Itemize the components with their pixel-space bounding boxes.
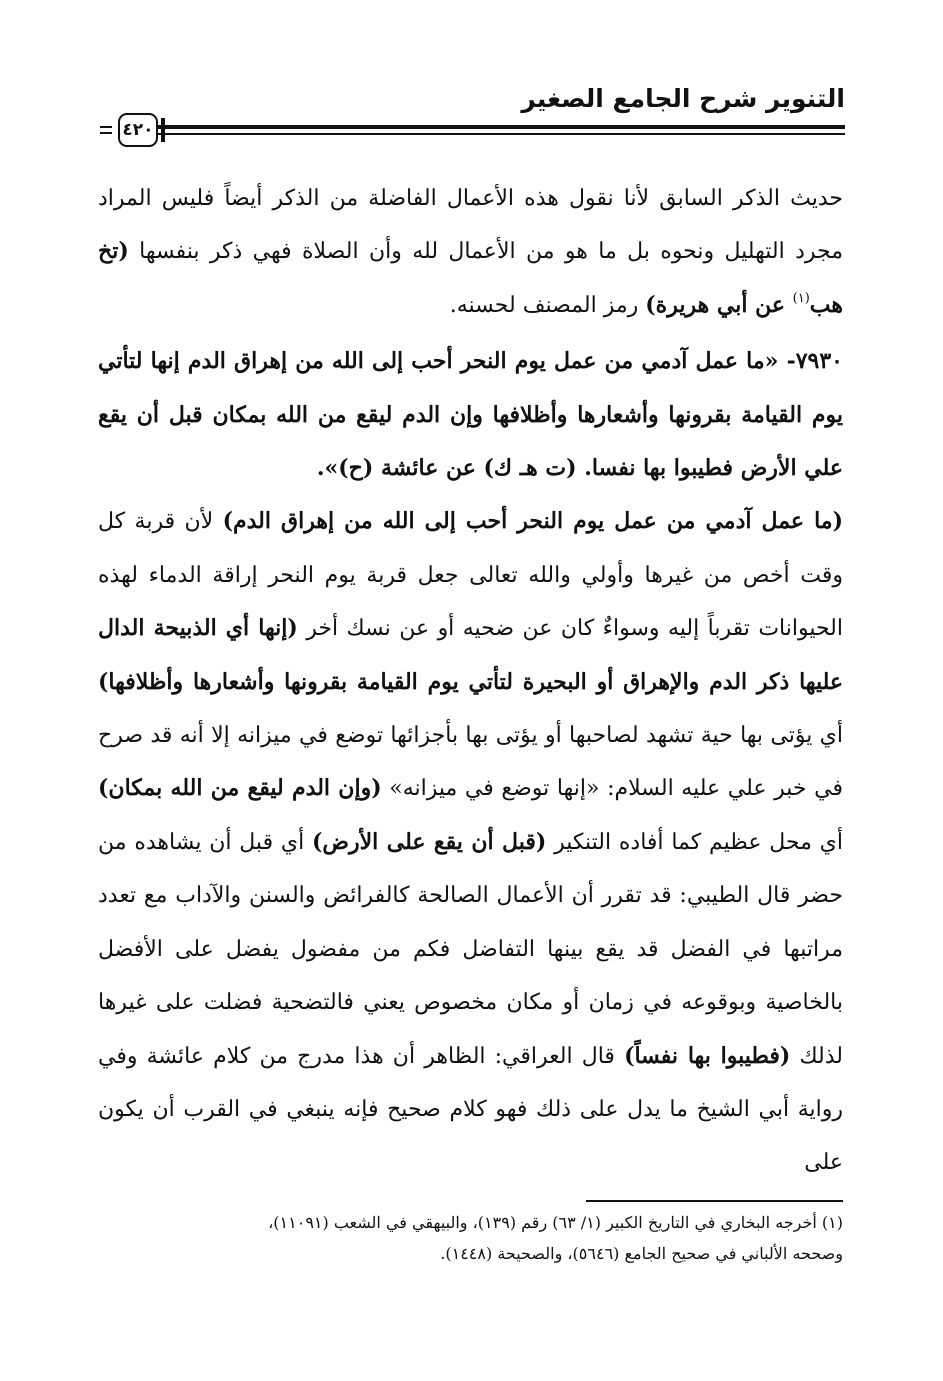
text-run: قال العراقي: الظاهر أن هذا مدرج من كلام عائشة وفي رواية أبي الشيخ ما يدل على ذلك فهو كلام صحيح فإنه ينبغي في القرب أن يكون على [98, 1043, 843, 1176]
hadith-number: ٧٩٣٠- [778, 348, 843, 375]
bold-quote: (قبل أن يقع على الأرض) [312, 828, 547, 855]
bold-quote: (ما عمل آدمي من عمل يوم النحر أحب إلى الله من إهراق الدم) [222, 508, 843, 535]
bold-quote: (وإن الدم ليقع من الله بمكان) [98, 775, 382, 802]
page-header [100, 82, 845, 157]
footnote-marker: (١) [792, 290, 810, 306]
text-run: أي محل عظيم كما أفاده التنكير [546, 829, 843, 855]
header-rule-thick [158, 125, 845, 129]
bold-quote: (إنها أي الذبيحة الدال عليها ذكر الدم والإهراق أو البحيرة لتأتي يوم القيامة بقرونها وأشعارها وأظلافها) [98, 615, 843, 695]
text-run: لأن قربة كل وقت أخص من غيرها وأولي والله تعالى جعل قربة يوم النحر إراقة الدماء لهذه الحيوانات تقرباً إليه وسواءٌ كان عن ضحيه أو عن نسك أخر [98, 509, 843, 642]
paragraph-1 [98, 172, 843, 335]
page-number: ٤٢٠ [118, 113, 158, 147]
text-run: حديث الذكر السابق لأنا نقول هذه الأعمال الفاضلة من الذكر أيضاً فليس المراد مجرد التهليل ونحوه بل ما هو من الأعمال لله وأن الصلاة فهي ذكر بنفسها [98, 186, 843, 265]
bold-source-ref: (تخ هب [98, 238, 843, 318]
text-run: أي قبل أن يشاهده من حضر قال الطيبي: قد تقرر أن الأعمال الصالحة كالفرائض والسنن والآداب مع تعدد مراتبها في الفضل قد يقع بينها التفاضل فكم من مفضول يفضل على الأفضل بالخاصية وبوقوعه في زمان أو مكان مخصوص يعني فالتضحية فضلت على غيرها لذلك [98, 829, 843, 1069]
header-rule-thin [158, 133, 845, 135]
main-text [98, 172, 843, 1190]
footnote-line: (١) أخرجه البخاري في التاريخ الكبير (١/ ٦٣) رقم (١٣٩)، والبيهقي في الشعب (١١٠٩١)، [268, 1213, 843, 1232]
text-run: أي يؤتى بها حية تشهد لصاحبها أو يؤتى بها بأجزائها توضع في ميزانه إلا أنه قد صرح في خبر علي عليه السلام: «إنها توضع في ميزانه» [98, 723, 844, 802]
bold-narrator: عن أبي هريرة) [645, 291, 793, 318]
text-run: رمز المصنف لحسنه. [449, 292, 646, 318]
commentary-paragraph [98, 495, 843, 1189]
running-title: التنوير شرح الجامع الصغير [521, 84, 845, 113]
footnote-separator [586, 1200, 843, 1202]
footnotes [98, 1207, 843, 1269]
footnote-line: وصححه الألباني في صحيح الجامع (٥٦٤٦)، والصحيحة (١٤٤٨). [440, 1244, 843, 1263]
hadith-text: «ما عمل آدمي من عمل يوم النحر أحب إلى الله من إهراق الدم إنها لتأتي يوم القيامة بقرونها وأشعارها وأظلافها وإن الدم ليقع من الله بمكان قبل أن يقع علي الأرض فطيبوا بها نفسا. (ت هـ ك) عن عائشة (ح)». [98, 348, 843, 482]
hadith-paragraph [98, 335, 843, 495]
header-dash-ornament [100, 126, 112, 134]
bold-quote: (فطيبوا بها نفساً) [624, 1042, 791, 1069]
